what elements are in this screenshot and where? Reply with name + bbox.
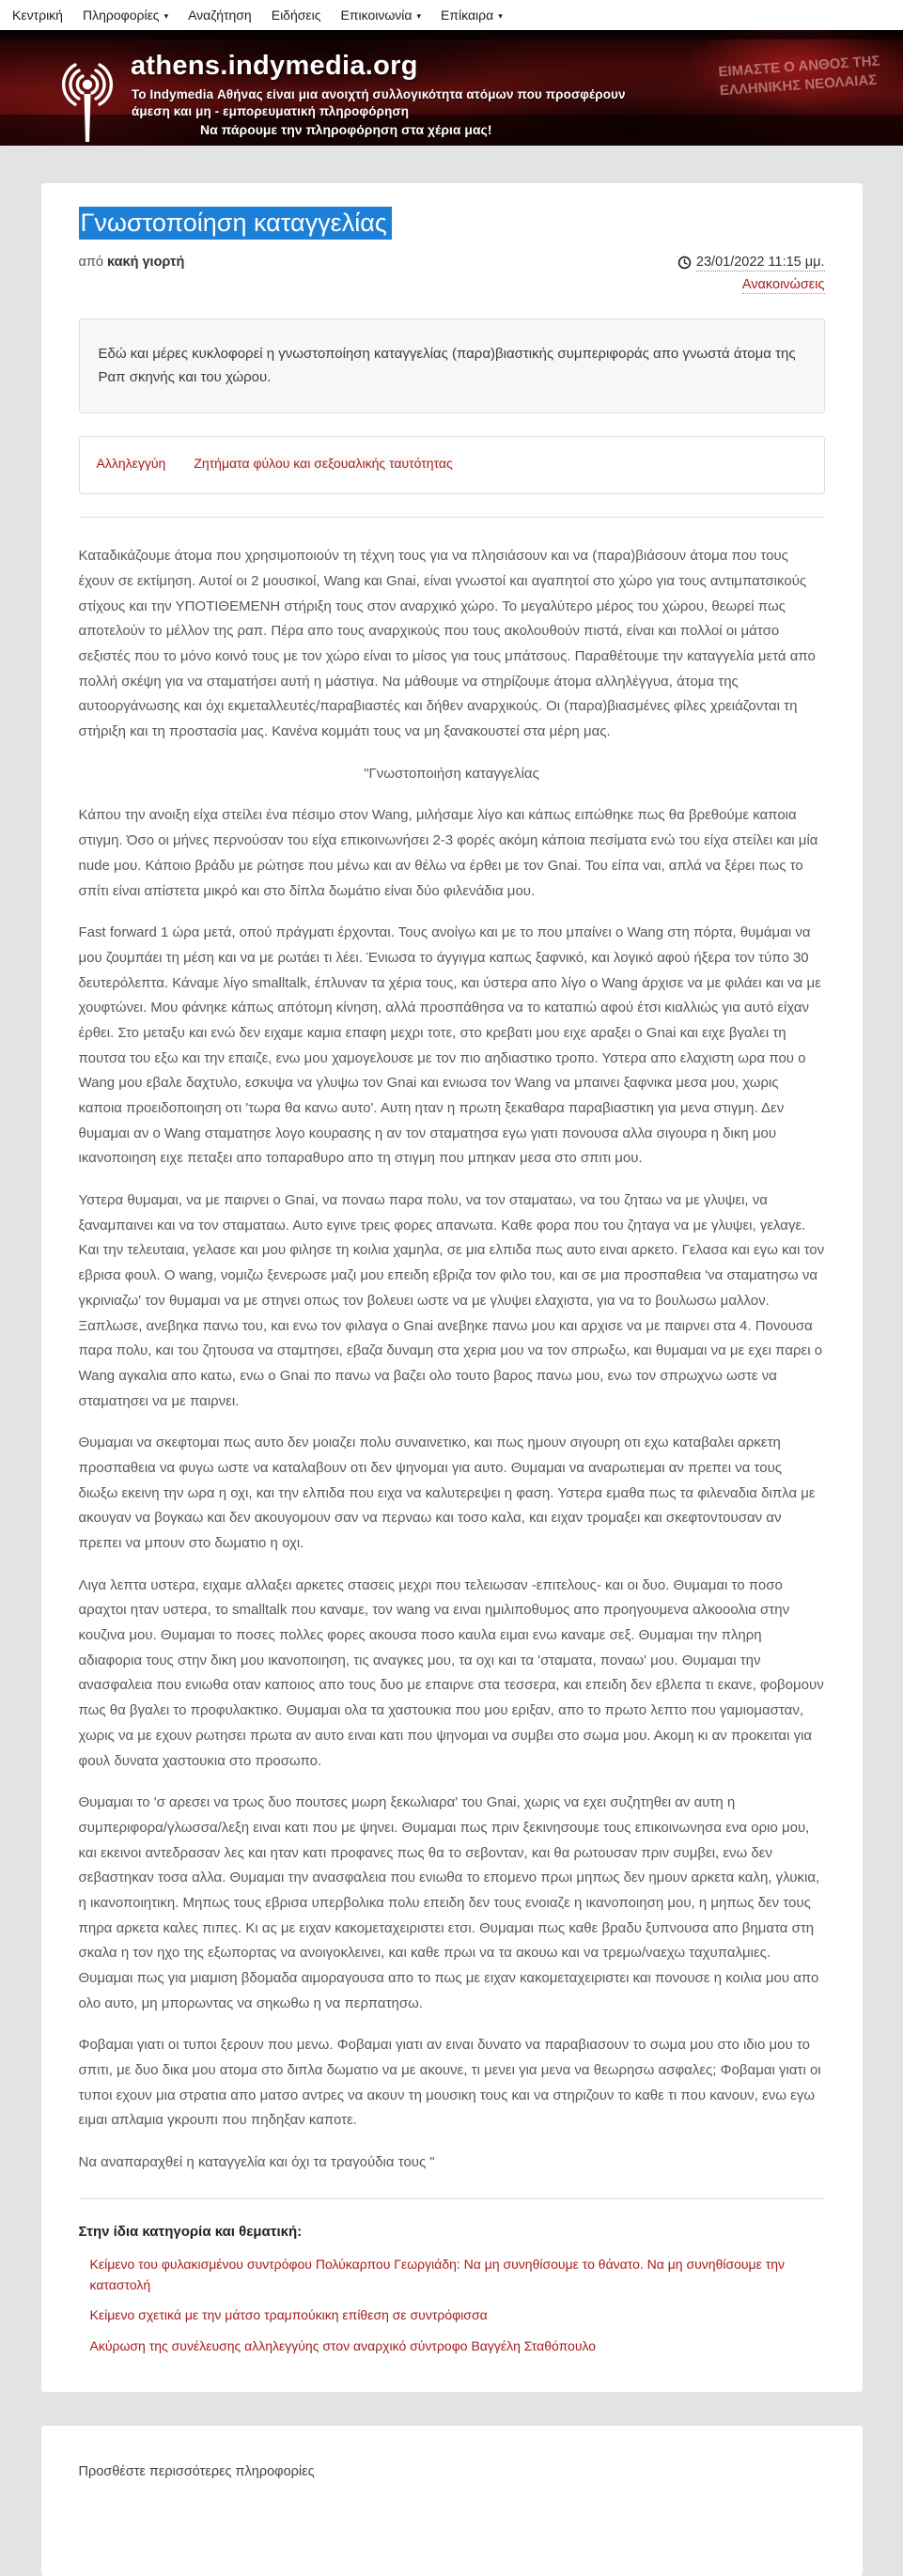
chevron-down-icon: ▾	[498, 10, 503, 21]
nav-item-label: Ειδήσεις	[271, 8, 321, 23]
nav-item-label: Επικοινωνία	[340, 8, 413, 23]
author-name: κακή γιορτή	[106, 254, 185, 270]
body-paragraph: Φοβαμαι γιατι οι τυποι ξερουν που μενω. Φοβαμαι γιατι αν ειναι δυνατο να παραβιασουν το σωμα μου στο ιδιο μου το σπιτι, με δυο δικα μου ατομα στο διπλα δωματιο να με ακουνε, τι μενει για μενα να θεωρησω ασφαλες; Φοβαμαι γιατι οι τυποι εχουν μια στρατια απο ματσο αντρες να ακουν τη μουσικη τους και να στηριζουν το καθε τι που κανουν, ενω εγω ειμαι απλαμια γκρουπι που πηδηξαν καποτε.	[78, 2037, 821, 2129]
nav-item-epikaira[interactable]	[441, 8, 503, 23]
add-more-info-link[interactable]: Προσθέστε περισσότερες πληροφορίες	[78, 2463, 315, 2479]
nav-item-plirofories[interactable]	[83, 8, 168, 23]
body-paragraph: Υστερα θυμαμαι, να με παιρνει ο Gnai, να ποναω παρα πολυ, να τον σταματαω, να του ζηταω να με γλυψει, να ξαναμπαινει και να τον σταματαω. Αυτο εγινε τρεις φορες απανωτα. Καθε φορα που του ζηταγα να με γλυψει, γελαγε. Και την τελευταια, γελασε και μου φιλησε τη κοιλια χαμηλα, σε μια ελπιδα πως αυτο ειναι αρκετο. Γελασα και εγω και τον εβρισα φουλ. Ο wang, νομιζω ξενερωσε μαζι μου επειδη εβριζα τον φιλο του, και σε μια προσπαθεια 'να σταματησω να γκρινιαζω' τον θυμαμαι να με στηνει οπως τον βολευει ωστε να με γλυψει ελαχιστα, για να το βουλωσω μαλλον. Ξαπλωσε, ανεβηκα πανω του, και ενω τον φιλαγα ο Gnai ανεβηκε πανω μου και αρχισε να με παιρνει στα 4. Πονουσα παρα πολυ, και του ζητουσα να σταμτησει, εβαζα δυναμη στα χερια μου να τον σπρωξω, και θυμαμαι να με εχει παρει ο Wang αγκαλια απο κατω, ενω ο Gnai πο πανω να βαζει ολο τουτο βαρος πανω μου, ενω τον σπρωχνω ωστε να σταματησει να με παιρνει.	[78, 1192, 825, 1409]
nav-item-eidiseis[interactable]	[272, 8, 321, 23]
header-graffiti-text: ΕΙΜΑΣΤΕ Ο ΑΝΘΟΣ ΤΗΣ ΕΛΛΗΝΙΚΗΣ ΝΕΟΛΑΙΑΣ	[717, 53, 881, 99]
selected-title-text: Γνωστοποίηση καταγγελίας	[79, 207, 392, 240]
clock-icon	[677, 256, 692, 270]
meta-right	[677, 255, 825, 294]
indymedia-antenna-logo[interactable]	[60, 45, 115, 143]
page-title	[79, 208, 825, 240]
top-navigation	[0, 0, 903, 30]
chevron-down-icon: ▾	[416, 10, 422, 21]
chevron-down-icon: ▾	[163, 10, 169, 21]
site-tagline-line1: Το Indymedia Αθήνας είναι μια ανοιχτή συλλογικότητα ατόμων που προσφέρουν	[132, 87, 626, 101]
site-title[interactable]: athens.indymedia.org	[131, 51, 418, 81]
nav-item-label: Πληροφορίες	[82, 8, 160, 23]
site-header	[0, 30, 903, 146]
site-slogan: Να πάρουμε την πληροφόρηση στα χέρια μας!	[200, 122, 492, 137]
related-link-georgiadis[interactable]: Κείμενο του φυλακισμένου συντρόφου Πολύκαρπου Γεωργιάδη: Να μη συνηθίσουμε το θάνατο. Να μη συνηθίσουμε την καταστολή	[89, 2256, 786, 2292]
category-link[interactable]: Ανακοινώσεις	[741, 276, 825, 292]
nav-item-label: Αναζήτηση	[188, 8, 252, 23]
nav-item-anazitisi[interactable]	[188, 8, 252, 23]
nav-item-label: Επίκαιρα	[441, 8, 494, 23]
article-body	[79, 544, 825, 2176]
related-link-akyrosi-syneleysis[interactable]: Ακύρωση της συνέλευσης αλληλεγγύης στον αναρχικό σύντροφο Βαγγέλη Σταθόπουλο	[89, 2337, 597, 2353]
article-summary-box	[79, 318, 825, 414]
tags-box	[79, 436, 825, 494]
site-tagline-line2: άμεση και μη - εμπορευματική πληροφόρηση	[132, 104, 410, 118]
body-paragraph: Fast forward 1 ώρα μετά, οπού πράγματι έρχονται. Τους ανοίγω και με το που μπαίνει ο Wang στη πόρτα, θυμάμαι να μου ζουμπάει τη μέση και να με ρωτάει τι λέει. Ένιωσα το άγγιγμα καπως ξαφνικό, και λογικό αφού ήξερα τον τύπο 30 δευτερόλεπτα. Κάναμε λίγο smalltalk, έπλυναν τα χέρια τους, και ύστερα απο λίγο ο Wang άρχισε να με φιλάει και να με χουφτώνει. Μου φάνηκε κάπως απότομη κίνηση, αλλά προσπάθησα να το καταπιώ αφού έτσι κιαλλιώς για αυτό είχαν έρθει. Στο μεταξυ και ενώ δεν ειχαμε καμια επαφη μεχρι τοτε, στο κρεβατι μου ειχε αραξει ο Gnai και ειχε βγαλει τη πουτσα του εξω και την επαιζε, ενω μου χαμογελουσε με τον πιο αηδιαστικο τροπο. Υστερα απο ελαχιστη ωρα που ο Wang μου εβαλε δαχτυλο, εσκυψα να γλυψω τον Gnai και ενιωσα τον Wang να μπαινει ξαφνικα μεσα μου, χωρις καποια προειδοποιηση οτι 'τωρα θα κανω αυτο'. Αυτη ηταν η πρωτη ξεκαθαρα παραβιαστικη για μενα στιγμη. Δεν θυμαμαι αν ο Wang σταματησε λογο κουρασης η αν τον σταματησα εγω γιατι πονουσα αλλα σιγουρα η δικη μου ικανοποιηση ειχε πεταξει απο τοπαραθυρο απο τη στιγμη που μπηκαν μεσα στο σπιτι μου.	[78, 924, 821, 1167]
tag-link-allilegii[interactable]: Αλληλεγγύη	[96, 456, 166, 472]
tag-link-zitimata-fylou[interactable]: Ζητήματα φύλου και σεξουαλικής ταυτότητας	[194, 456, 453, 472]
publish-date-line	[677, 255, 825, 272]
publish-datetime: 23/01/2022 11:15 μμ.	[695, 254, 825, 270]
article-meta-row	[79, 255, 825, 294]
article-summary-text: Εδώ και μέρες κυκλοφορεί η γνωστοποίηση καταγγελίας (παρα)βιαστικής συμπεριφοράς απο γνωστά άτομα της Ραπ σκηνής και του χώρου.	[98, 345, 796, 385]
nav-item-epikoinonia[interactable]	[341, 8, 422, 23]
body-paragraph: Λιγα λεπτα υστερα, ειχαμε αλλαξει αρκετες στασεις μεχρι που τελειωσαν -επιτελους- και οι δυο. Θυμαμαι το ποσο αραχτοι ηταν υστερα, το smalltalk που καναμε, τον wang να ειναι ημιλιποθυμος απο προηγουμενα αλκοοολια στην κουζινα μου. Θυμαμαι το ποσες πολλες φορες ακουσα ποσο καυλα ειμαι ενω καναμε σεξ. Θυμαμαι την πληρη αδιαφορια τους στην δικη μου ικανοποιηση, τις αναγκες μου, τα οχι και τα 'σταματα, ποναω' μου. Θυμαμαι την ανασφαλεια που ενιωθα οταν καποιος απο τους δυο με επαιρνε στα τεσσερα, και επειδη δεν εβλεπα τι εκανε, φοβομουν πως θα βγαλει το προφυλακτικο. Θυμαμαι ολα τα χαστουκια που μου εριξαν, απο το πρωτο λεπτο που γαμιομασταν, χωρις να με εχουν ρωτησει πρωτα αν αυτο ειναι κατι που ψηνομαι να συμβει στο σωμα μου. Ακομη κι αν προκειται για φουλ δυνατα χαστουκια στο προσωπο.	[78, 1576, 824, 1769]
nav-item-label: Κεντρική	[12, 8, 63, 23]
body-paragraph: Θυμαμαι να σκεφτομαι πως αυτο δεν μοιαζει πολυ συναινετικο, και πως ημουν σιγουρη οτι εχω καταβαλει αρκετη προσπαθεια να φυγω ωστε να καταλαβουν οτι δεν ψηνομαι για αυτο. Θυμαμαι να αναρωτιεμαι αν πρεπει να τους διωξω εκεινη την ωρα η οχι, και την ελπιδα που ειχα να καλυτερεψει η φαση. Υστερα εμαθα πως τα φιλεναδια διπλα με ακουγαν να βογκαω και δεν ακουγομουν σαν να περναω και τοσο καλα, και ειχαν τρομαξει και σκεφτοντουσαν αν πρεπει να μπουν στο δωματιο η οχι.	[78, 1435, 816, 1551]
body-paragraph: Καταδικάζουμε άτομα που χρησιμοποιούν τη τέχνη τους για να πλησιάσουν και να (παρα)βιάσουν άτομα που τους έχουν σε εκτίμηση. Αυτοί οι 2 μουσικοί, Wang και Gnai, είναι γνωστοί και αγαπητοί στο χώρο για τους αντιμπατσικούς στίχους και την ΥΠΟΤΙΘΕΜΕΝΗ στήριξη τους στον αναρχικό χώρο. Το μεγαλύτερο μέρος του χώρου, θεωρεί πως αποτελούν το μέλλον της ραπ. Πέρα απο τους αναρχικούς που τους ακολουθούν πιστά, είναι και πολλοί οι μάτσο σεξιστές που το μόνο κοινό τους με τον χώρο είναι το μίσος για τους μπάτσους. Παραθέτουμε την καταγγελία μετά απο πολλή σκέψη για να σταματήσει αυτή η μάστιγα. Να μάθουμε να στηρίζουμε άτομα αλληλέγγυα, άτομα της αυτοοργάνωσης και όχι εκμεταλλευτές/παραβιαστές και δήθεν αναρχικούς. Οι (παρα)βιασμένες φίλες χρειάζονται τη στήριξη και τη προστασία μας. Κανένα κομμάτι τους να μη ξανακουστεί στα μέρη μας.	[78, 548, 816, 740]
divider	[79, 517, 825, 518]
body-paragraph: Κάπου την ανοιξη είχα στείλει ένα πέσιμο στον Wang, μιλήσαμε λίγο και κάπως ειπώθηκε πως θα βρεθούμε καποια στιγμη. Όσο οι μήνες περνούσαν του είχα επικοινωνήσει 2-3 φορές ακόμη κάποια πεσίματα ενώ του είχα στείλει και μία nude μου. Κάποιο βράδυ με ρώτησε που μένω και αν θέλω να έρθει με τον Gnai. Του είπα ναι, απλά να ξέρει πως το σπίτι είναι απίστετα μικρό και στο δίπλα δωμάτιο είναι δύο φιλενάδια μου.	[78, 807, 818, 899]
body-paragraph: Να αναπαραχθεί η καταγγελία και όχι τα τραγούδια τους "	[78, 2154, 435, 2171]
body-paragraph: Θυμαμαι το 'σ αρεσει να τρως δυο πουτσες μωρη ξεκωλιαρα' του Gnai, χωρις να εχει συζητηθει αν αυτη η συμπεριφορα/γλωσσα/λεξη ειναι κατι που με ψηνει. Θυμαμαι πως πριν ξεκινησουμε τους επικοινωνησα ενα οριο μου, και εκεινοι αντεδρασαν λες και ηταν κατι προφανες πως θα το σεβονταν, και θα ρωτουσαν πριν συμβει, ενω δεν σεβαστηκαν τοσα αλλα. Θυμαμαι την ανασφαλεια που ενιωθα το επομενο πρωι μηπως δεν ημουν αρκετα καλη, γλυκια, η ικανοποιητικη. Μηπως τους εβρισα υπερβολικα πολυ επειδη δεν τους ενοιαζε η ικανοποιηση μου, η μηπως δεν τους πηρα αρκετα καλες πιπες. Κι ας με ειχαν κακομεταχειριστει ετσι. Θυμαμαι πως καθε βραδυ ξυπνουσα απο βηματα στη σκαλα η τον ηχο της εξωπορτας να ανοιγοκλεινει, και καθε πρωι να τα ακουω και να τρεμω/ναεχω ταχυπαλμιες. Θυμαμαι πως για μιαμιση βδομαδα αιμοραγουσα απο το πως με ειχαν κακομεταχειριστει και πονουσε η κοιλια μου απο ολο αυτο, μη μπορωντας να σηκωθω η να περπατησω.	[78, 1794, 820, 2011]
byline	[79, 255, 185, 270]
related-section-heading: Στην ίδια κατηγορία και θεματική:	[78, 2223, 303, 2240]
article-card	[41, 183, 863, 2392]
byline-prefix: από	[78, 254, 103, 270]
related-links-list	[79, 2255, 825, 2357]
add-info-card	[41, 2426, 863, 2576]
nav-item-kentriki[interactable]	[12, 8, 63, 23]
divider	[79, 2198, 825, 2199]
related-link-matso-epithesi[interactable]: Κείμενο σχετικά με την μάτσο τραμπούκικη επίθεση σε συντρόφισσα	[89, 2307, 488, 2323]
body-paragraph-quote-title: "Γνωστοποιήση καταγγελίας	[364, 765, 539, 782]
